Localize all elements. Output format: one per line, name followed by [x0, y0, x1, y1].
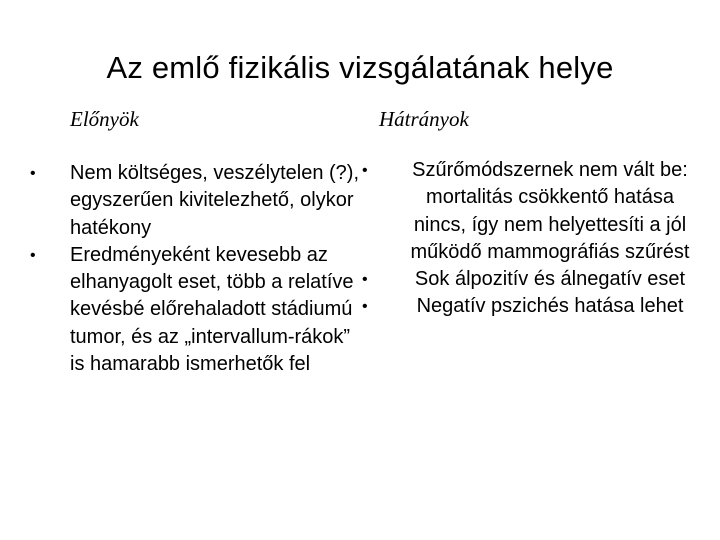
bullet-icon: •: [362, 298, 368, 316]
advantages-list: [30, 160, 366, 378]
bullet-icon: •: [362, 162, 368, 179]
disadvantages-list: [362, 157, 702, 321]
list-item: [362, 266, 702, 293]
bullet-icon: •: [30, 246, 36, 264]
list-item: [362, 157, 702, 266]
advantage-text: Nem költséges, veszélytelen (?), egyszerűen kivitelezhető, olykor hatékony: [70, 162, 360, 239]
list-item: [30, 160, 366, 242]
list-item: [362, 293, 702, 320]
disadvantage-text: Sok álpozitív és álnegatív eset: [414, 268, 686, 291]
bullet-icon: •: [362, 271, 368, 289]
disadvantage-text: Negatív pszichés hatása lehet: [416, 295, 684, 318]
bullet-icon: •: [30, 165, 36, 182]
disadvantages-heading: Hátrányok: [379, 107, 469, 131]
list-item: [30, 242, 366, 378]
advantages-heading: Előnyök: [70, 107, 139, 131]
disadvantage-text: Szűrőmódszernek nem vált be: mortalitás csökkentő hatása nincs, így nem helyettesíti a jól működő mammográfiás szűrést: [410, 159, 690, 263]
slide-title: Az emlő fizikális vizsgálatának helye: [106, 50, 614, 85]
advantage-text: Eredményeként kevesebb az elhanyagolt eset, több a relatíve kevésbé előrehaladott stádiumú tumor, és az „intervallum-rákok” is hamarabb ismerhetők fel: [70, 243, 354, 376]
